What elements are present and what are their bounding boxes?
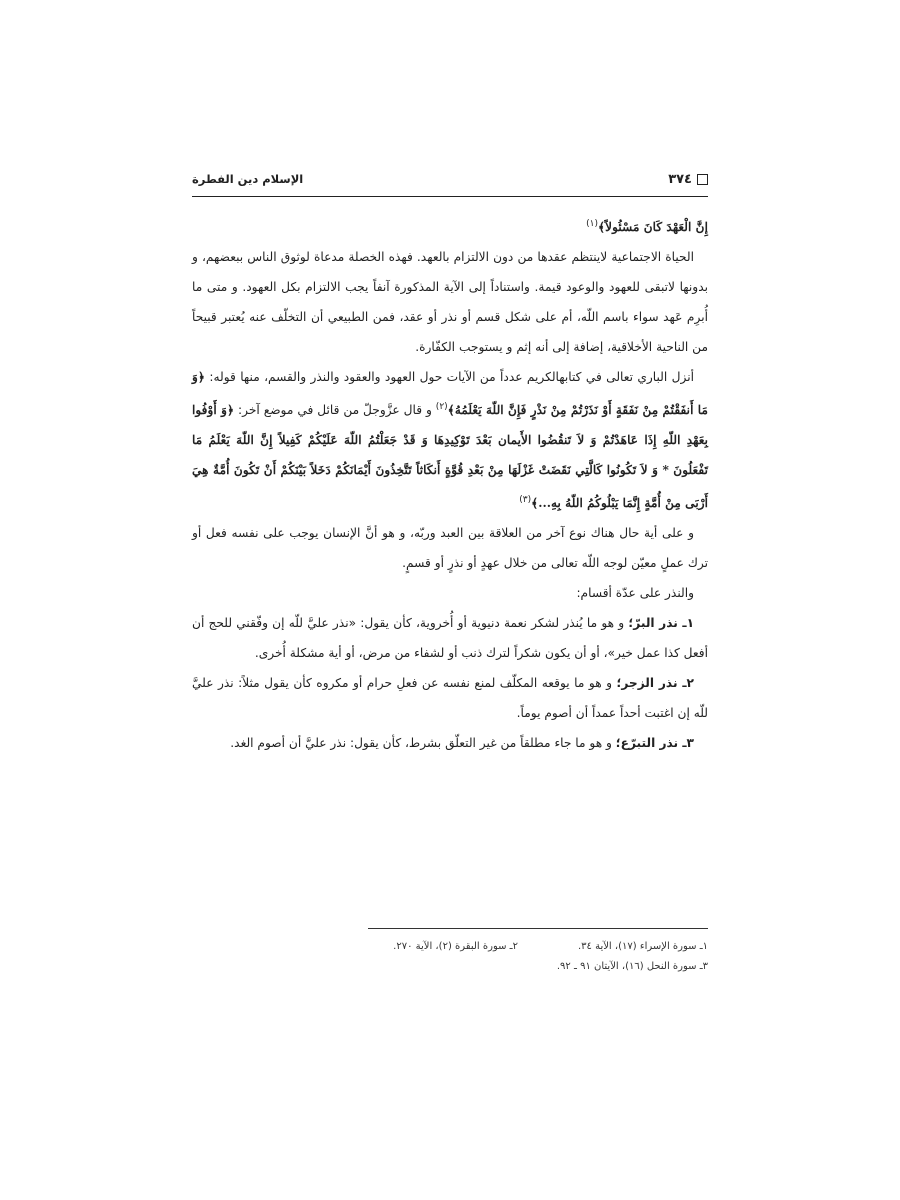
footnote-divider <box>368 928 708 929</box>
footnote-ref: (١) <box>586 219 598 229</box>
paragraph-verses <box>192 362 708 518</box>
paragraph: والنذر على عدّة أقسام: <box>576 586 694 601</box>
text: و قال عزَّوجلّ من قائل في موضع آخر: <box>234 403 436 418</box>
footnote: ٣ـ سورة النحل (١٦)، الآيتان ٩١ ـ ٩٢. <box>556 961 708 972</box>
footnote: ١ـ سورة الإسراء (١٧)، الآية ٣٤. <box>577 941 708 952</box>
body-text <box>192 209 708 758</box>
list-item <box>192 608 708 668</box>
page <box>192 168 708 758</box>
square-icon <box>697 174 708 185</box>
text: و هو ما يُنذر لشكر نعمة دنيوية أو أُخروية، كأن يقول: «نذر عليَّ للّه إن وفّقني للحج أن أفعل كذا عمل خير»، أو أن يكون شكراً لترك ذنب أو لشفاء من مرض، أو أية مشكلة أُخرى. <box>192 616 708 661</box>
verse: إِنَّ الْعَهْدَ كَانَ مَسْئُولاً﴾ <box>598 220 708 235</box>
text: أنزل الباري تعالى في كتابهالكريم عدداً من الآيات حول العهود والعقود والنذر والقسم، منها قوله: <box>205 370 694 385</box>
page-header <box>192 168 708 197</box>
list-item <box>192 668 708 728</box>
footnote-ref: (٢) <box>435 402 448 413</box>
verse: ﴿وَ أَوْفُوا بِعَهْدِ اللّهِ إِذَا عَاهَدْتُمْ وَ لاَ تَنقُضُوا الأَيمان بَعْدَ تَوْكِيدِهَا وَ قَدْ جَعَلْتُمُ اللّهَ عَلَيْكُمْ كَفِيلاً إِنَّ اللّهَ يَعْلَمُ مَا تَفْعَلُونَ * وَ لاَ تَكُونُوا كَالَّتِي نَقَضَتْ غَزْلَهَا مِنْ بَعْدِ قُوَّةٍ أَنكَاثاً تَتَّخِذُونَ أَيْمَانَكُمْ دَخَلاً بَيْنَكُمْ أَنْ تَكُونَ أُمَّةٌ هِيَ أَرْبَى مِنْ أُمَّةٍ إِنَّمَا يَبْلُوكُمُ اللّهُ بِهِ...﴾ <box>192 403 708 511</box>
page-number <box>668 172 708 187</box>
footnote-row <box>192 937 708 957</box>
footnote-row <box>192 957 708 977</box>
term: ٢ـ نذر الزجر؛ <box>616 676 694 691</box>
verse: ﴿وَ مَا أَنفَقْتُمْ مِنْ نَفَقَةٍ أَوْ نَذَرْتُمْ مِنْ نَذْرٍ فَإِنَّ اللّهَ يَعْلَمُهُ﴾ <box>192 370 708 418</box>
term: ٣ـ نذر التبرّع؛ <box>615 736 694 751</box>
footnote: ٢ـ سورة البقرة (٢)، الآية ٢٧٠. <box>393 941 518 952</box>
paragraph-verse-intro <box>192 209 708 242</box>
footnote-ref: (٣) <box>519 495 532 506</box>
text: و هو ما يوقعه المكلّف لمنع نفسه عن فعلِ حرام أو مكروه كأن يقول مثلاً: نذر عليَّ للّه إن اغتبت أحداً عمداً أن أصوم يوماً. <box>192 676 708 721</box>
paragraph: الحياة الاجتماعية لاينتظم عقدها من دون الالتزام بالعهد. فهذه الخصلة مدعاة لوثوق الناس ببعضهم، و بدونها لاتبقى للعهود والوعود قيمة. واستناداً إلى الآية المذكورة آنفاً يجب الالتزام بكل العهود. و متى ما أُبرِم عَهد سواء باسم اللّه، أم على شكل قسم أو نذر أو عقد، فمن الطبيعي أن التخلّف عنه يُعتبر قبيحاً من الناحية الأخلاقية، إضافة إلى أنه إثم و يستوجب الكفّارة. <box>192 250 708 355</box>
page-number-text: ٣٧٤ <box>668 171 692 187</box>
paragraph: و على أية حال هناك نوع آخر من العلاقة بين العبد وربّه، و هو أنَّ الإنسان يوجب على نفسه فعل أو ترك عملٍ معيّن لوجه اللّه تعالى من خلال عهدٍ أو نذرٍ أو قسمٍ. <box>192 526 708 571</box>
running-title: الإسلام دين الفطرة <box>192 172 304 186</box>
footnotes <box>192 928 708 977</box>
list-item <box>192 728 708 758</box>
text: و هو ما جاء مطلقاً من غير التعلّق بشرط، كأن يقول: نذر عليَّ أن أصوم الغد. <box>230 736 616 751</box>
term: ١ـ نذر البرّ؛ <box>628 616 695 631</box>
